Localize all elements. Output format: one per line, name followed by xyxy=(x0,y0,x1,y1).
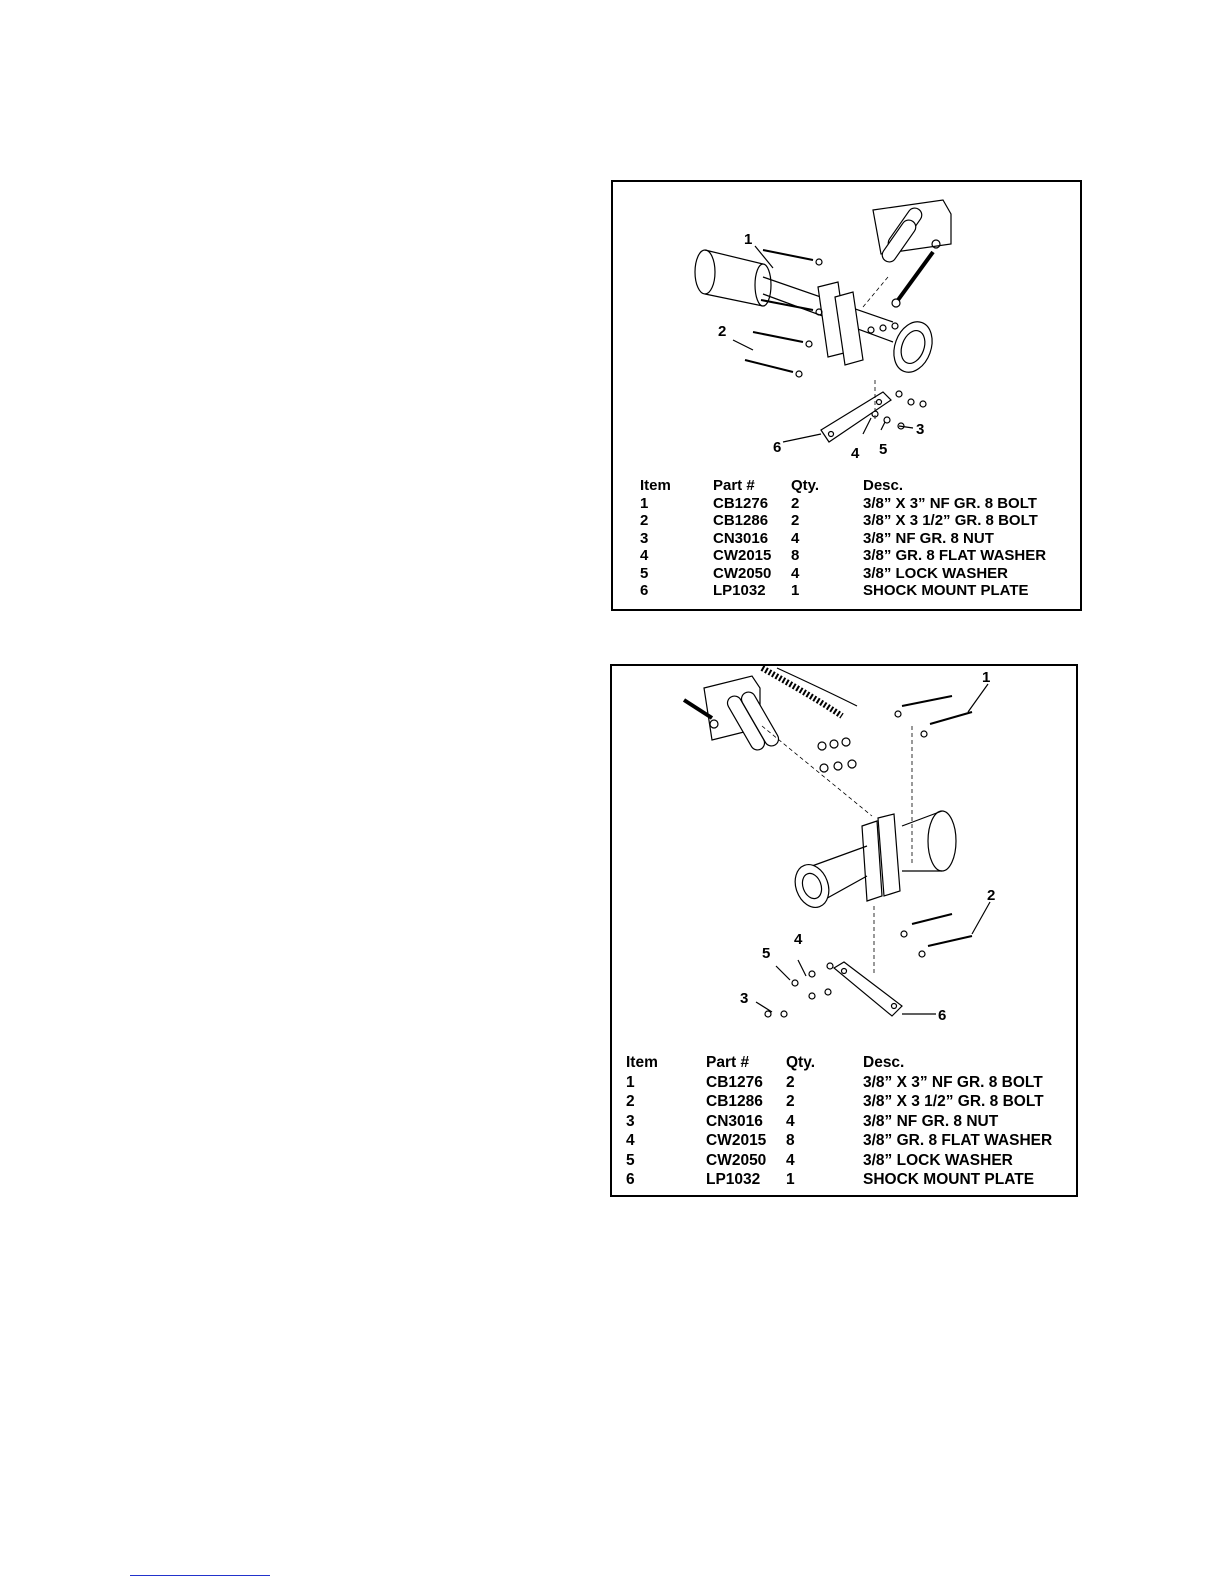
cell-part-number: CN3016 xyxy=(706,1112,763,1130)
cell-desc: 3/8” X 3” NF GR. 8 BOLT xyxy=(863,1073,1043,1091)
table-row xyxy=(640,547,1046,565)
header-qty: Qty. xyxy=(786,1054,815,1071)
cell-desc: 3/8” X 3 1/2” GR. 8 BOLT xyxy=(863,512,1038,529)
cell-part-number: LP1032 xyxy=(706,1171,761,1188)
cell-desc: 3/8” GR. 8 FLAT WASHER xyxy=(863,1132,1053,1149)
cell-qty: 8 xyxy=(791,547,800,564)
callout-1: 1 xyxy=(982,669,991,686)
cell-part-number: CW2015 xyxy=(713,547,772,564)
callout-6: 6 xyxy=(773,439,782,456)
cell-item: 3 xyxy=(626,1112,635,1130)
callout-4: 4 xyxy=(794,931,803,948)
callout-2: 2 xyxy=(987,887,996,904)
cell-desc: 3/8” NF GR. 8 NUT xyxy=(863,1112,999,1130)
cell-qty: 1 xyxy=(791,582,800,599)
cell-qty: 2 xyxy=(791,494,800,512)
cell-desc: 3/8” GR. 8 FLAT WASHER xyxy=(863,547,1047,564)
cell-item: 6 xyxy=(640,582,649,599)
table-row xyxy=(626,1092,1052,1112)
cell-item: 5 xyxy=(626,1151,635,1169)
callout-1: 1 xyxy=(744,231,753,248)
cell-part-number: CW2050 xyxy=(713,564,772,582)
callout-5: 5 xyxy=(762,945,771,962)
callout-5: 5 xyxy=(879,441,888,458)
cell-qty: 2 xyxy=(786,1073,795,1091)
table-row xyxy=(626,1112,1052,1132)
table-row xyxy=(626,1073,1052,1093)
header-part-number: Part # xyxy=(713,477,755,494)
callout-4: 4 xyxy=(851,445,860,462)
cell-desc: SHOCK MOUNT PLATE xyxy=(863,582,1029,599)
cell-qty: 1 xyxy=(786,1171,795,1188)
header-item: Item xyxy=(626,1054,658,1071)
cell-qty: 4 xyxy=(786,1112,795,1130)
cell-item: 1 xyxy=(626,1073,635,1091)
cell-part-number: CB1286 xyxy=(706,1093,763,1110)
cell-qty: 2 xyxy=(786,1093,795,1110)
header-part-number: Part # xyxy=(706,1054,750,1071)
cell-item: 5 xyxy=(640,564,649,582)
header-item: Item xyxy=(640,477,671,494)
cell-item: 4 xyxy=(640,547,649,564)
parts-table-header xyxy=(626,1053,1052,1073)
cell-qty: 4 xyxy=(791,564,800,582)
parts-table-header xyxy=(640,477,1046,495)
cell-part-number: CB1276 xyxy=(706,1073,763,1091)
cell-desc: 3/8” NF GR. 8 NUT xyxy=(863,529,994,547)
cell-desc: 3/8” LOCK WASHER xyxy=(863,564,1009,582)
cell-qty: 2 xyxy=(791,512,800,529)
exploded-view-figure-1 xyxy=(611,180,1082,611)
cell-part-number: CB1276 xyxy=(713,494,769,512)
footer-rule xyxy=(130,1575,270,1576)
exploded-assembly-drawing-2 xyxy=(612,666,1076,1046)
cell-desc: 3/8” LOCK WASHER xyxy=(863,1151,1013,1169)
cell-qty: 8 xyxy=(786,1132,795,1149)
callout-3: 3 xyxy=(916,421,925,438)
cell-desc: SHOCK MOUNT PLATE xyxy=(863,1171,1035,1188)
parts-table-2 xyxy=(626,1053,1052,1190)
cell-part-number: CB1286 xyxy=(713,512,769,529)
header-desc: Desc. xyxy=(863,1054,905,1071)
cell-desc: 3/8” X 3 1/2” GR. 8 BOLT xyxy=(863,1093,1044,1110)
cell-part-number: CW2015 xyxy=(706,1132,767,1149)
table-row xyxy=(640,565,1046,583)
cell-item: 2 xyxy=(626,1093,635,1110)
table-row xyxy=(640,582,1046,600)
table-row xyxy=(626,1151,1052,1171)
table-row xyxy=(640,530,1046,548)
header-desc: Desc. xyxy=(863,477,904,494)
callout-3: 3 xyxy=(740,990,749,1007)
cell-part-number: CN3016 xyxy=(713,529,769,547)
callout-2: 2 xyxy=(718,323,727,340)
exploded-assembly-drawing-1 xyxy=(613,182,1080,472)
cell-qty: 4 xyxy=(786,1151,795,1169)
table-row xyxy=(626,1131,1052,1151)
cell-item: 3 xyxy=(640,529,649,547)
cell-item: 4 xyxy=(626,1132,635,1149)
cell-part-number: CW2050 xyxy=(706,1151,767,1169)
callout-6: 6 xyxy=(938,1007,947,1024)
table-row xyxy=(626,1170,1052,1190)
cell-item: 6 xyxy=(626,1171,635,1188)
table-row xyxy=(640,495,1046,513)
exploded-view-figure-2 xyxy=(610,664,1078,1197)
cell-item: 2 xyxy=(640,512,649,529)
table-row xyxy=(640,512,1046,530)
header-qty: Qty. xyxy=(791,477,820,494)
cell-desc: 3/8” X 3” NF GR. 8 BOLT xyxy=(863,494,1037,512)
cell-qty: 4 xyxy=(791,529,800,547)
cell-item: 1 xyxy=(640,494,649,512)
cell-part-number: LP1032 xyxy=(713,582,766,599)
parts-table-1 xyxy=(640,477,1046,600)
